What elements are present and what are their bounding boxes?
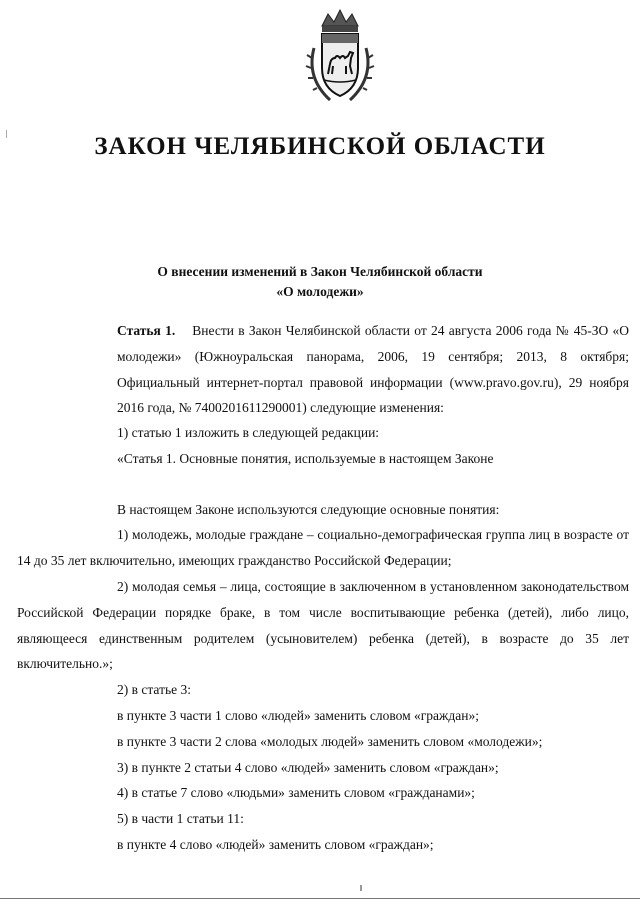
amendment-item: в пункте 4 слово «людей» заменить словом «граждан»; — [117, 836, 434, 852]
article-intro-text: Внести в Закон Челябинской области от 24 августа 2006 года № 45-ЗО «О молодежи» (Южноуральская панорама, 2006, 19 сентября; 2013, 8 октября; Официальный интернет-портал правовой информации (www.pravo.gov.ru), 29 ноября 2016 года, № 7400201611290001) следующие изменения: — [117, 323, 629, 416]
amendment-item: 3) в пункте 2 статьи 4 слово «людей» заменить словом «граждан»; — [117, 759, 499, 775]
amendments-list — [17, 420, 629, 858]
amendment-item: 2) в статье 3: — [117, 682, 191, 698]
amendment-item: «Статья 1. Основные понятия, используемые в настоящем Законе — [117, 450, 494, 466]
document-heading — [0, 262, 640, 302]
article-label: Статья 1. — [117, 323, 176, 338]
coat-of-arms-emblem — [300, 8, 380, 108]
amendment-item: 5) в части 1 статьи 11: — [117, 811, 244, 827]
heading-line-2: «О молодежи» — [276, 284, 364, 299]
amendment-item: в пункте 3 части 1 слово «людей» заменить словом «граждан»; — [117, 707, 479, 723]
law-title: ЗАКОН ЧЕЛЯБИНСКОЙ ОБЛАСТИ — [94, 133, 546, 160]
law-body — [117, 318, 629, 421]
amendment-item: в пункте 3 части 2 слова «молодых людей» заменить словом «молодежи»; — [117, 733, 543, 749]
amendment-item: 4) в статье 7 слово «людьми» заменить словом «гражданами»; — [117, 785, 475, 801]
scan-artifact — [360, 885, 362, 891]
page-bottom-edge — [0, 898, 640, 899]
amendment-item: 1) статью 1 изложить в следующей редакции: — [117, 425, 380, 440]
article-1-intro — [117, 318, 629, 421]
amendment-item: В настоящем Законе используются следующие основные понятия: — [117, 501, 500, 517]
amendment-item: 2) молодая семья – лица, состоящие в заключенном в установленном законодательством Российской Федерации порядке браке, в том числе воспитывающие ребенка (детей), либо лицо, являющееся единственным родителем (усыновителем) ребенка (детей), в возрасте до 35 лет включительно.»; — [17, 578, 629, 672]
amendment-item: 1) молодежь, молодые граждане – социально-демографическая группа лиц в возрасте от 14 до 35 лет включительно, имеющих гражданство Российской Федерации; — [17, 527, 629, 569]
heading-line-1: О внесении изменений в Закон Челябинской области — [157, 264, 483, 279]
